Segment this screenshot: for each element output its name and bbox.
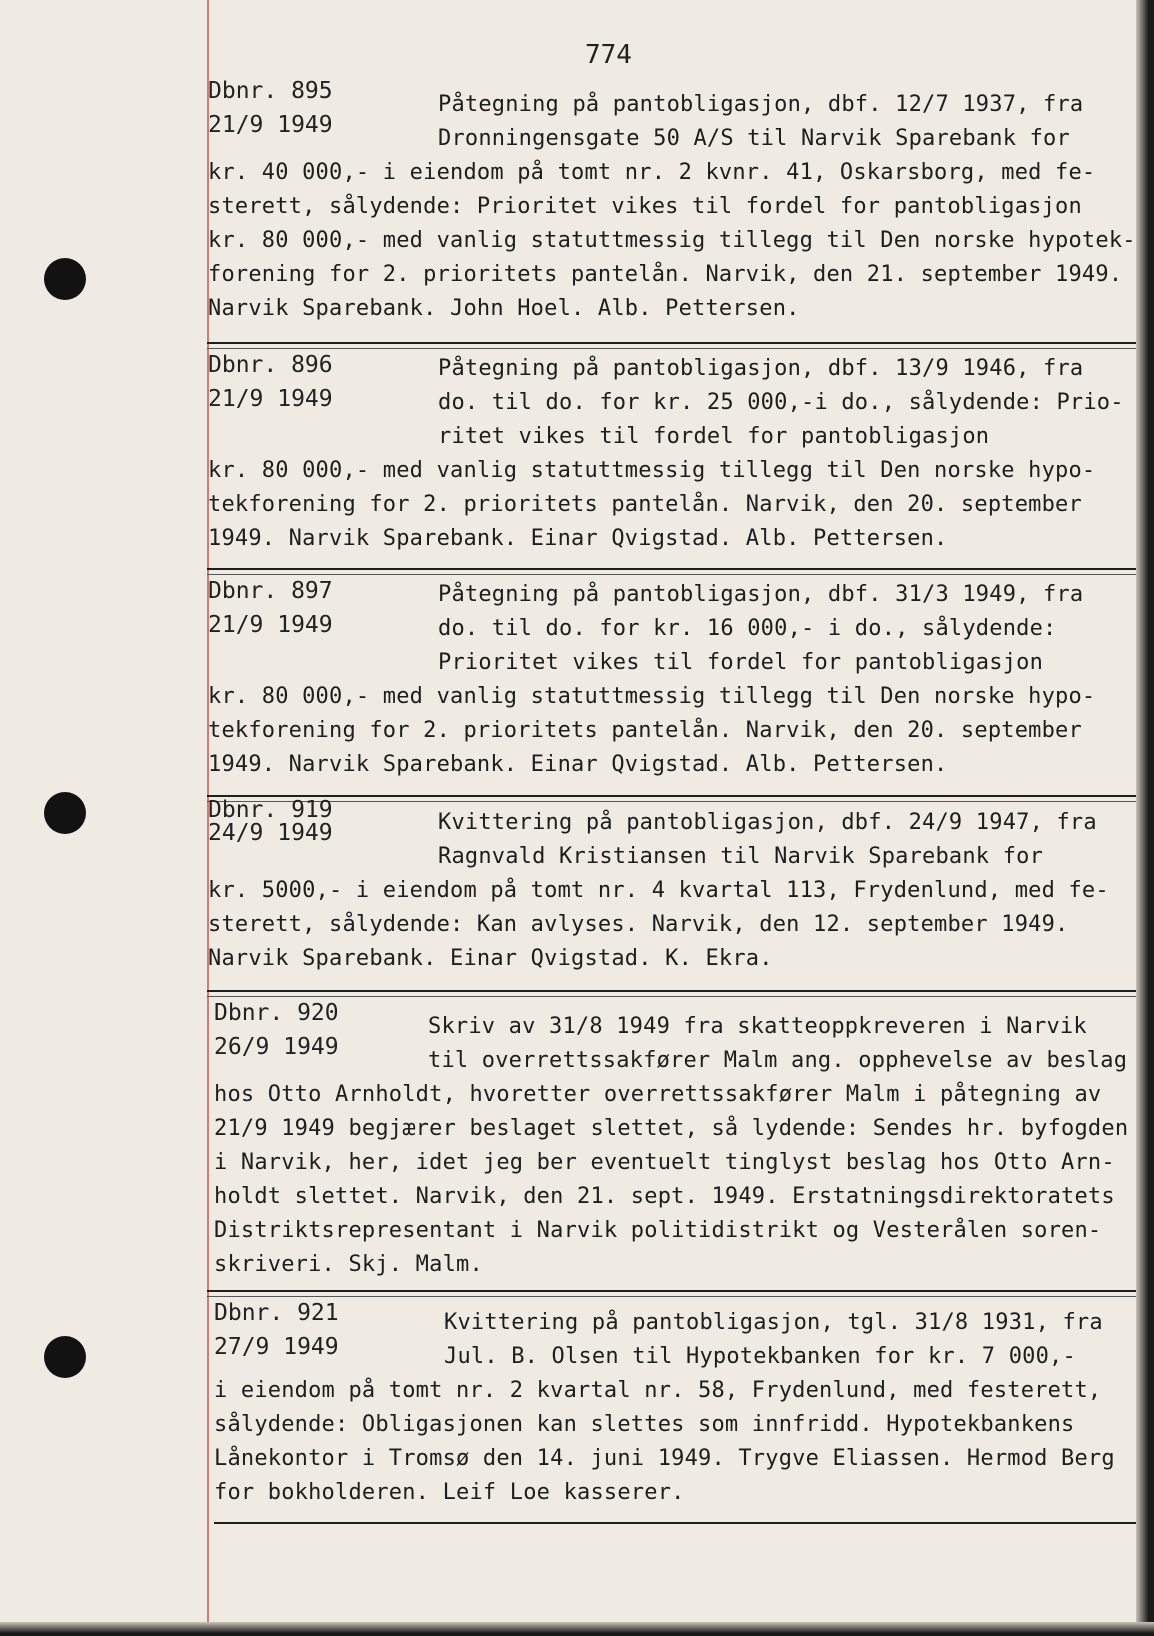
entry-text-line: Påtegning på pantobligasjon, dbf. 12/7 1937, fra	[438, 92, 1084, 117]
entry-separator	[207, 342, 1142, 349]
scan-edge-right	[1136, 0, 1154, 1636]
entry-text-line: Påtegning på pantobligasjon, dbf. 31/3 1949, fra	[438, 582, 1084, 607]
entry-date: 21/9 1949	[208, 386, 333, 412]
punch-hole-bottom	[44, 1336, 86, 1378]
entry-text-line: forening for 2. prioritets pantelån. Narvik, den 21. september 1949.	[208, 262, 1123, 287]
entry-text-line: 21/9 1949 begjærer beslaget slettet, så lydende: Sendes hr. byfogden	[214, 1116, 1129, 1141]
entry-text-line: Påtegning på pantobligasjon, dbf. 13/9 1946, fra	[438, 356, 1084, 381]
entry-text-line: Kvittering på pantobligasjon, tgl. 31/8 1931, fra	[444, 1310, 1103, 1335]
entry-number: Dbnr. 921	[214, 1300, 339, 1326]
entry-separator	[207, 1290, 1142, 1297]
entry-date: 24/9 1949	[208, 820, 333, 846]
entry-text-line: skriveri. Skj. Malm.	[214, 1252, 483, 1277]
entry-text-line: Dronningensgate 50 A/S til Narvik Sparebank for	[438, 126, 1070, 151]
punch-hole-top	[44, 258, 86, 300]
entry-date: 27/9 1949	[214, 1334, 339, 1360]
entry-number: Dbnr. 920	[214, 1000, 339, 1026]
entry-separator	[207, 795, 1142, 802]
entry-separator	[207, 990, 1142, 997]
entry-text-line: tekforening for 2. prioritets pantelån. Narvik, den 20. september	[208, 492, 1082, 517]
entry-number: Dbnr. 897	[208, 578, 333, 604]
entry-text-line: Lånekontor i Tromsø den 14. juni 1949. Trygve Eliassen. Hermod Berg	[214, 1446, 1115, 1471]
entry-text-line: Distriktsrepresentant i Narvik politidistrikt og Vesterålen soren-	[214, 1218, 1102, 1243]
entry-text-line: kr. 40 000,- i eiendom på tomt nr. 2 kvnr. 41, Oskarsborg, med fe-	[208, 160, 1096, 185]
entry-text-line: sålydende: Obligasjonen kan slettes som innfridd. Hypotekbankens	[214, 1412, 1075, 1437]
entry-text-line: til overrettssakfører Malm ang. opphevelse av beslag	[428, 1048, 1128, 1073]
entry-text-line: hos Otto Arnholdt, hvoretter overrettssakfører Malm i påtegning av	[214, 1082, 1102, 1107]
entry-text-line: Skriv av 31/8 1949 fra skatteoppkreveren i Narvik	[428, 1014, 1087, 1039]
entry-text-line: ritet vikes til fordel for pantobligasjon	[438, 424, 990, 449]
entry-date: 21/9 1949	[208, 612, 333, 638]
punch-hole-middle	[44, 792, 86, 834]
entry-text-line: sterett, sålydende: Prioritet vikes til fordel for pantobligasjon	[208, 194, 1082, 219]
entry-text-line: kr. 5000,- i eiendom på tomt nr. 4 kvartal 113, Frydenlund, med fe-	[208, 878, 1109, 903]
entry-text-line: i eiendom på tomt nr. 2 kvartal nr. 58, Frydenlund, med festerett,	[214, 1378, 1102, 1403]
entry-number: Dbnr. 896	[208, 352, 333, 378]
entry-text-line: kr. 80 000,- med vanlig statuttmessig tillegg til Den norske hypotek-	[208, 228, 1136, 253]
entry-text-line: kr. 80 000,- med vanlig statuttmessig tillegg til Den norske hypo-	[208, 684, 1096, 709]
entry-text-line: kr. 80 000,- med vanlig statuttmessig tillegg til Den norske hypo-	[208, 458, 1096, 483]
entry-text-line: Kvittering på pantobligasjon, dbf. 24/9 1947, fra	[438, 810, 1097, 835]
entry-text-line: Prioritet vikes til fordel for pantobligasjon	[438, 650, 1044, 675]
entry-text-line: Narvik Sparebank. John Hoel. Alb. Pettersen.	[208, 296, 800, 321]
entry-text-line: Narvik Sparebank. Einar Qvigstad. K. Ekra.	[208, 946, 773, 971]
entry-number: Dbnr. 895	[208, 78, 333, 104]
entry-number: Dbnr. 919	[208, 797, 333, 823]
entry-text-line: Ragnvald Kristiansen til Narvik Sparebank for	[438, 844, 1044, 869]
entry-text-line: tekforening for 2. prioritets pantelån. Narvik, den 20. september	[208, 718, 1082, 743]
entry-text-line: Jul. B. Olsen til Hypotekbanken for kr. 7 000,-	[444, 1344, 1076, 1369]
entry-text-line: holdt slettet. Narvik, den 21. sept. 1949. Erstatningsdirektoratets	[214, 1184, 1115, 1209]
entry-separator	[207, 568, 1142, 575]
entry-separator	[214, 1522, 1142, 1524]
entry-text-line: 1949. Narvik Sparebank. Einar Qvigstad. Alb. Pettersen.	[208, 752, 948, 777]
entry-text-line: 1949. Narvik Sparebank. Einar Qvigstad. Alb. Pettersen.	[208, 526, 948, 551]
entry-text-line: for bokholderen. Leif Loe kasserer.	[214, 1480, 685, 1505]
entry-text-line: do. til do. for kr. 25 000,-i do., sålydende: Prio-	[438, 390, 1124, 415]
entry-text-line: do. til do. for kr. 16 000,- i do., sålydende:	[438, 616, 1057, 641]
entry-text-line: i Narvik, her, idet jeg ber eventuelt tinglyst beslag hos Otto Arn-	[214, 1150, 1115, 1175]
entry-date: 26/9 1949	[214, 1034, 339, 1060]
entry-text-line: sterett, sålydende: Kan avlyses. Narvik, den 12. september 1949.	[208, 912, 1069, 937]
entry-date: 21/9 1949	[208, 112, 333, 138]
scan-edge-bottom	[0, 1622, 1154, 1636]
page-number: 774	[585, 40, 632, 70]
